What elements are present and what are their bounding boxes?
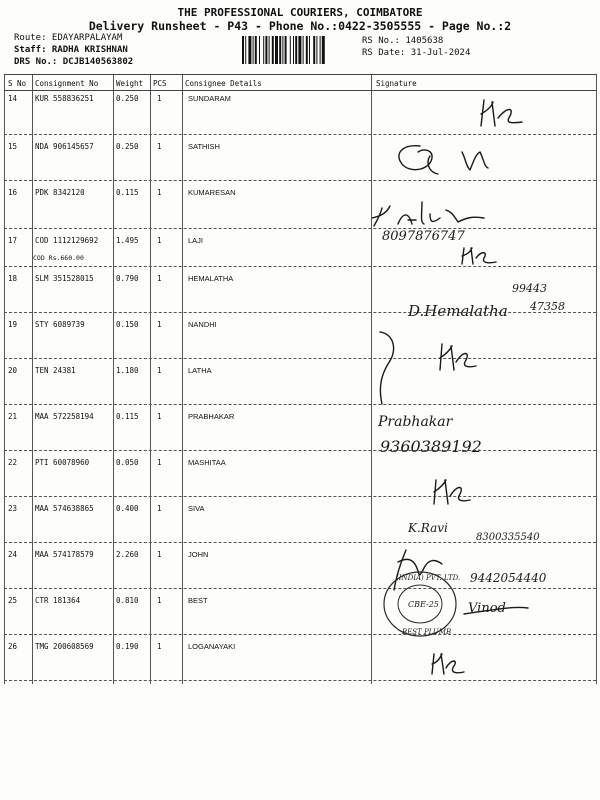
signature-row-19-20 — [372, 330, 596, 410]
row-weight: 0.250 — [116, 142, 139, 151]
row-pcs: 1 — [157, 504, 162, 513]
row-consignee: LAJI — [188, 236, 204, 245]
row-sno: 18 — [8, 274, 18, 283]
barcode-bar — [248, 36, 251, 64]
row-weight: 0.150 — [116, 320, 139, 329]
row-pcs: 1 — [157, 458, 162, 467]
signature-row-25 — [372, 566, 596, 646]
row-separator — [4, 680, 596, 681]
signature-row-26 — [372, 650, 596, 678]
row-sno: 16 — [8, 188, 18, 197]
signature-row-16 — [372, 196, 596, 242]
row-consignee: SUNDARAM — [188, 94, 231, 103]
company-title: THE PROFESSIONAL COURIERS, COIMBATORE — [177, 6, 423, 19]
row-consignment: COD 1112129692 — [35, 236, 99, 245]
row-pcs: 1 — [157, 366, 162, 375]
header-bottom-border — [4, 90, 596, 91]
row-separator — [4, 134, 596, 135]
row-sno: 19 — [8, 320, 18, 329]
handwritten-name-r18: D.Hemalatha — [408, 302, 508, 320]
barcode-bar — [320, 36, 321, 64]
signature-row-14 — [372, 92, 596, 132]
row-consignee: PRABHAKAR — [188, 412, 235, 421]
row-sno: 17 — [8, 236, 18, 245]
row-pcs: 1 — [157, 142, 162, 151]
barcode-bar — [255, 36, 257, 64]
row-consignee: BEST — [188, 596, 208, 605]
row-pcs: 1 — [157, 94, 162, 103]
barcode-bar — [272, 36, 274, 64]
signature-row-15 — [372, 140, 596, 188]
handwritten-number1-r18: 99443 — [512, 282, 547, 295]
row-pcs: 1 — [157, 188, 162, 197]
row-pcs: 1 — [157, 642, 162, 651]
row-weight: 0.790 — [116, 274, 139, 283]
signature-row-18 — [372, 276, 596, 326]
row-consignee: NANDHI — [188, 320, 217, 329]
row-consignee: MASHITAA — [188, 458, 226, 467]
table-top-border — [4, 74, 596, 75]
row-consignment: KUR 558836251 — [35, 94, 94, 103]
barcode-bar — [303, 36, 304, 64]
barcode-bar — [290, 36, 291, 64]
row-weight: 0.250 — [116, 94, 139, 103]
barcode-bar — [282, 36, 283, 64]
row-sno: 20 — [8, 366, 18, 375]
barcode-bar — [269, 36, 270, 64]
header-consignee: Consignee Details — [185, 79, 262, 88]
col-divider — [596, 74, 597, 684]
signature-row-22-23 — [372, 468, 596, 548]
handwritten-name-r21: Prabhakar — [378, 414, 453, 430]
row-pcs: 1 — [157, 412, 162, 421]
barcode-bar — [253, 36, 254, 64]
row-consignee: SATHISH — [188, 142, 220, 151]
row-consignment: TMG 200608569 — [35, 642, 94, 651]
col-divider — [182, 74, 183, 684]
row-sno: 25 — [8, 596, 18, 605]
row-sno: 24 — [8, 550, 18, 559]
barcode-bar — [293, 36, 294, 64]
handwritten-phone-r21: 9360389192 — [380, 437, 482, 456]
header-sno: S No — [8, 79, 27, 88]
company-stamp — [384, 572, 460, 636]
handwritten-sign-r25: Vinod — [468, 601, 506, 616]
barcode-bar — [259, 36, 260, 64]
row-consignment: MAA 574638865 — [35, 504, 94, 513]
runsheet-subtitle: Delivery Runsheet - P43 - Phone No.:0422-3505555 - Page No.:2 — [88, 19, 512, 33]
handwritten-sign-r23: K.Ravi — [408, 521, 448, 535]
row-consignee: HEMALATHA — [188, 274, 234, 283]
row-consignment: CTR 181364 — [35, 596, 81, 605]
row-consignee: SIVA — [188, 504, 205, 513]
handwritten-number-r24: 9442054440 — [470, 571, 547, 585]
handwritten-phone-r16: 8097876747 — [382, 229, 465, 244]
stamp-code: CBE-25 — [408, 600, 439, 609]
row-weight: 0.115 — [116, 188, 139, 197]
header-consignment: Consignment No — [35, 79, 99, 88]
row-consignment: PTI 60078960 — [35, 458, 90, 467]
row-pcs: 1 — [157, 320, 162, 329]
row-cod-amount: COD Rs.660.00 — [33, 254, 84, 262]
barcode-bar — [279, 36, 281, 64]
barcode-bar — [306, 36, 308, 64]
barcode-bar — [309, 36, 310, 64]
stamp-text-bottom: BEST PLUMB — [402, 628, 452, 636]
barcode-bar — [298, 36, 301, 64]
row-consignment: TEN 24381 — [35, 366, 76, 375]
row-consignment: MAA 574178579 — [35, 550, 94, 559]
barcode-bar — [316, 36, 317, 64]
row-weight: 0.190 — [116, 642, 139, 651]
row-consignment: NDA 906145657 — [35, 142, 94, 151]
route-label: Route: EDAYARPALAYAM — [14, 33, 123, 43]
barcode-bar — [263, 36, 264, 64]
stamp-text-top: (INDIA) PVT. LTD. — [396, 574, 461, 582]
row-weight: 0.115 — [116, 412, 139, 421]
row-consignee: KUMARESAN — [188, 188, 236, 197]
barcode-bar — [285, 36, 287, 64]
row-weight: 0.810 — [116, 596, 139, 605]
barcode-bar — [322, 36, 325, 64]
row-sno: 26 — [8, 642, 18, 651]
barcode-bar — [245, 36, 246, 64]
barcode-bar — [295, 36, 297, 64]
row-weight: 0.400 — [116, 504, 139, 513]
header-pcs: PCS — [153, 79, 167, 88]
row-consignee: LOGANAYAKI — [188, 642, 236, 651]
row-consignee: JOHN — [188, 550, 209, 559]
row-consignment: SLM 351528015 — [35, 274, 94, 283]
row-sno: 21 — [8, 412, 18, 421]
row-sno: 14 — [8, 94, 18, 103]
barcode-bar — [313, 36, 315, 64]
row-pcs: 1 — [157, 236, 162, 245]
row-sno: 22 — [8, 458, 18, 467]
signature-row-21 — [372, 402, 596, 458]
handwritten-phone-r23: 8300335540 — [476, 532, 540, 543]
col-divider — [150, 74, 151, 684]
rs-number: RS No.: 1405638 — [362, 36, 444, 46]
row-weight: 1.495 — [116, 236, 139, 245]
row-weight: 0.050 — [116, 458, 139, 467]
row-consignee: LATHA — [188, 366, 212, 375]
drs-number: DRS No.: DCJB140563802 — [14, 57, 134, 67]
rs-date: RS Date: 31-Jul-2024 — [362, 48, 471, 58]
col-divider — [4, 74, 5, 684]
col-divider — [32, 74, 33, 684]
barcode-bar — [242, 36, 244, 64]
col-divider — [113, 74, 114, 684]
header-signature: Signature — [376, 79, 417, 88]
barcode-bar — [275, 36, 278, 64]
row-pcs: 1 — [157, 596, 162, 605]
row-sno: 23 — [8, 504, 18, 513]
row-weight: 2.260 — [116, 550, 139, 559]
barcode-bar — [265, 36, 267, 64]
row-sno: 15 — [8, 142, 18, 151]
row-consignment: MAA 572258194 — [35, 412, 94, 421]
signature-row-17 — [372, 246, 596, 268]
staff-label: Staff: RADHA KRISHNAN — [14, 45, 128, 55]
row-pcs: 1 — [157, 550, 162, 559]
barcode — [242, 36, 354, 64]
row-pcs: 1 — [157, 274, 162, 283]
row-weight: 1.180 — [116, 366, 139, 375]
row-consignment: STY 6089739 — [35, 320, 85, 329]
header-weight: Weight — [116, 79, 144, 88]
row-consignment: PDK 8342120 — [35, 188, 85, 197]
handwritten-number2-r18: 47358 — [530, 300, 565, 313]
